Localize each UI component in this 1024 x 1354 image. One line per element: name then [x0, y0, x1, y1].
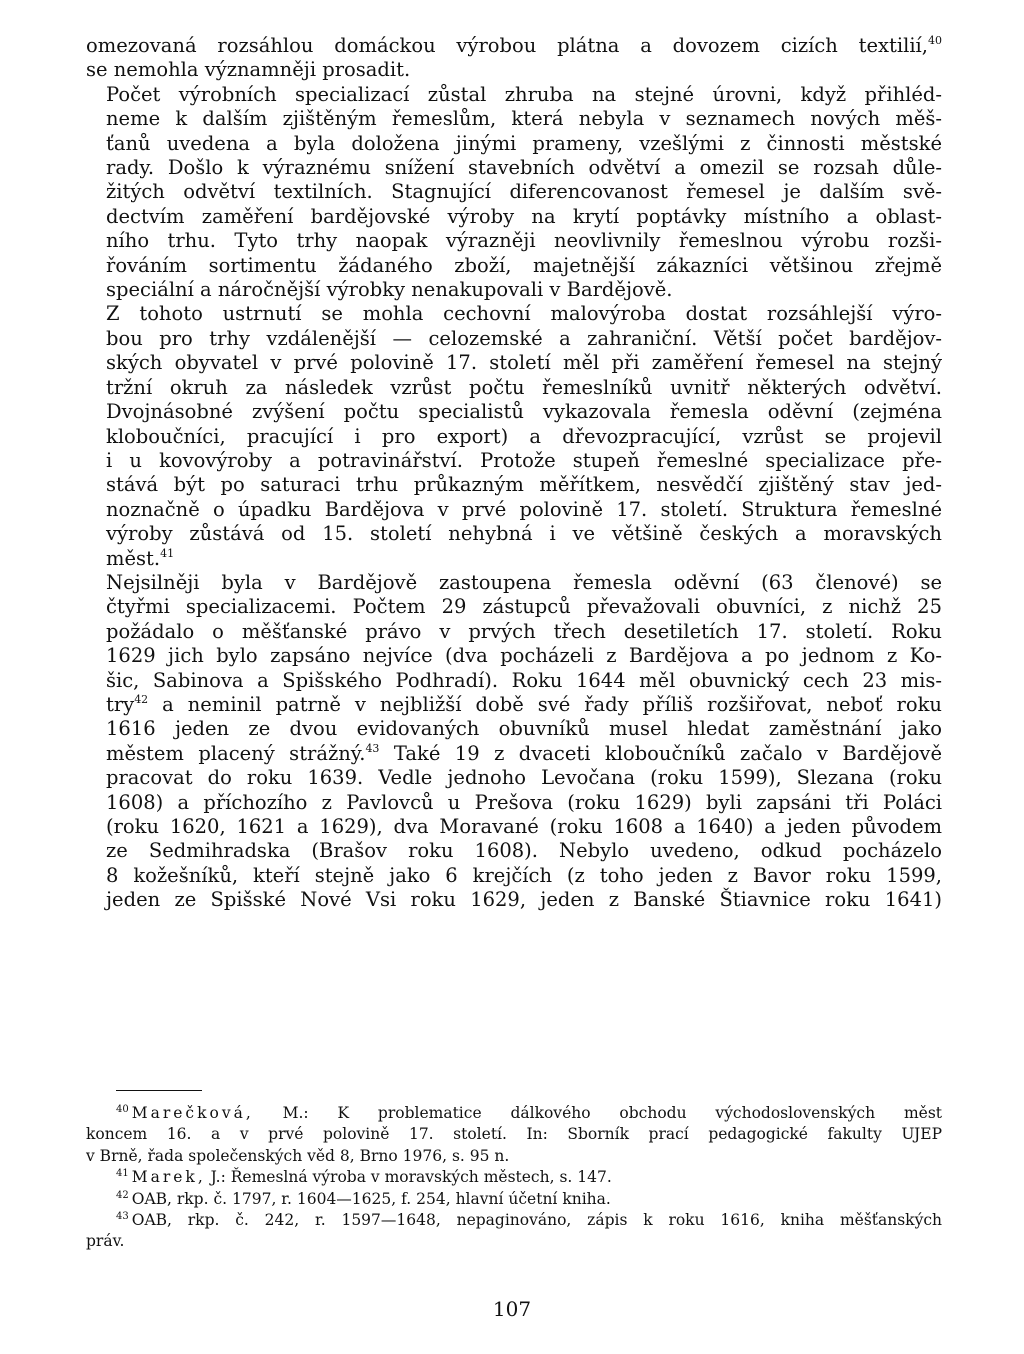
paragraph-4: [86, 571, 942, 913]
text-line: pracovat do roku 1639. Vedle jednoho Levočana (roku 1599), Slezana (roku: [106, 766, 942, 790]
footnote-line: $^{43}$ OAB, rkp. č. 242, r. 1597—1648, nepaginováno, zápis k roku 1616, kniha měšťanských: [116, 1211, 942, 1230]
main-text: [86, 34, 942, 913]
text-line: řováním sortimentu žádaného zboží, majetnější zákazníci většinou zřejmě: [106, 253, 942, 277]
text-line: tržní okruh za následek vzrůst počtu řemeslníků uvnitř některých odvětví.: [106, 375, 942, 399]
text-line: omezovaná rozsáhlou domáckou výrobou plátna a dovozem cizích textilií,$^{40}$: [86, 34, 942, 57]
text-line: rady. Došlo k výraznému snížení stavebních odvětví a omezil se rozsah důle-: [106, 156, 942, 180]
text-line: jeden ze Spišské Nové Vsi roku 1629, jeden z Banské Štiavnice roku 1641): [106, 888, 942, 912]
footnote-43: [86, 1210, 942, 1253]
text-line: Dvojnásobné zvýšení počtu specialistů vykazovala řemesla oděvní (zejména: [106, 400, 942, 424]
paragraph-3: [86, 302, 942, 570]
text-line: čtyřmi specializacemi. Počtem 29 zástupců převažovali obuvníci, z nichž 25: [106, 595, 942, 619]
footnote-separator: [116, 1090, 202, 1091]
text-line: Z tohoto ustrnutí se mohla cechovní malovýroba dostat rozsáhlejší výro-: [106, 302, 942, 326]
text-line: žitých odvětví textilních. Stagnující diferencovanost řemesel je dalším svě-: [106, 180, 942, 204]
text-line: ního trhu. Tyto trhy naopak výrazněji neovlivnily řemeslnou výrobu rozši-: [106, 229, 942, 253]
text-line: ťanů uvedena a byla doložena jinými prameny, vzešlými z činnosti městské: [106, 131, 942, 155]
footnote-number: 40: [116, 1104, 129, 1115]
footnote-number: 42: [116, 1189, 129, 1201]
text-line: šic, Sabinova a Spišského Podhradí). Roku 1644 měl obuvnický cech 23 mis-: [106, 668, 942, 692]
text-line: noznačně o úpadku Bardějova v prvé polovině 17. století. Struktura řemeslné: [106, 497, 942, 521]
text-line: se nemohla významněji prosadit.: [86, 58, 411, 82]
footnote-ref-43[interactable]: 43: [365, 741, 380, 755]
text-line: speciální a náročnější výrobky nenakupovali v Bardějově.: [106, 278, 673, 302]
text-line: výroby zůstává od 15. století nehybná i ve většině českých a moravských: [106, 522, 942, 546]
text-line: bou pro trhy vzdálenější — celozemské a zahraniční. Větší počet bardějov-: [106, 326, 942, 350]
text-line: dectvím zaměření bardějovské výroby na krytí poptávky místního a oblast-: [106, 204, 942, 228]
footnote-number: 41: [116, 1168, 129, 1180]
footnote-line: $^{40}$ Marečková, M.: K problematice dálkového obchodu východoslovenských měst: [116, 1104, 942, 1122]
paragraph-2: [86, 83, 942, 303]
text-line: 8 kožešníků, kteří stejně jako 6 krejčích (z toho jeden z Bavor roku 1599,: [106, 863, 942, 887]
paragraph-1: [86, 34, 942, 83]
text-line: Počet výrobních specializací zůstal zhruba na stejné úrovni, když přihléd-: [106, 82, 942, 106]
text-line: stává být po saturaci trhu průkazným měřítkem, nesvědčí zjištěný stav jed-: [106, 473, 942, 497]
footnotes: [86, 1103, 942, 1253]
footnote-author: Marek,: [131, 1168, 206, 1187]
text-line: Nejsilněji byla v Bardějově zastoupena řemesla oděvní (63 členové) se: [106, 570, 942, 594]
text-line: 1608) a příchozího z Pavlovců u Prešova (roku 1629) byli zapsáni tři Poláci: [106, 790, 942, 814]
footnote-42: [86, 1189, 942, 1210]
text-line: městem placený strážný.$^{43}$ Také 19 z dvaceti kloboučníků začalo v Bardějově: [106, 741, 942, 765]
footnote-line: $^{41}$ Marek, J.: Řemeslná výroba v moravských městech, s. 147.: [116, 1168, 612, 1187]
footnote-line: $^{42}$ OAB, rkp. č. 1797, r. 1604—1625, f. 254, hlavní účetní kniha.: [116, 1189, 611, 1208]
footnote-40: [86, 1103, 942, 1167]
footnote-line: v Brně, řada společenských věd 8, Brno 1976, s. 95 n.: [86, 1146, 510, 1165]
text-line: neme k dalším zjištěným řemeslům, která nebyla v seznamech nových měš-: [106, 107, 942, 131]
page-number: 107: [492, 1297, 532, 1321]
footnote-41: [86, 1167, 942, 1188]
footnote-author: Marečková,: [131, 1104, 254, 1122]
footnote-ref-41[interactable]: 41: [160, 546, 175, 560]
text-line: měst.$^{41}$: [106, 546, 175, 570]
text-line: požádalo o měšťanské právo v prvých třech desetiletích 17. století. Roku: [106, 619, 942, 643]
footnote-line: práv.: [86, 1232, 125, 1251]
text-line: ze Sedmihradska (Brašov roku 1608). Nebylo uvedeno, odkud pocházelo: [106, 839, 942, 863]
footnote-ref-42[interactable]: 42: [134, 692, 149, 706]
footnote-line: koncem 16. a v prvé polovině 17. století. In: Sborník prací pedagogické fakulty UJEP: [86, 1125, 942, 1144]
text-line: ských obyvatel v prvé polovině 17. století měl při zaměření řemesel na stejný: [106, 351, 942, 375]
text-line: 1629 jich bylo zapsáno nejvíce (dva pocházeli z Bardějova a po jednom z Ko-: [106, 644, 942, 668]
text-line: 1616 jeden ze dvou evidovaných obuvníků musel hledat zaměstnání jako: [106, 717, 942, 741]
footnote-ref-40[interactable]: 40: [928, 34, 942, 47]
text-line: (roku 1620, 1621 a 1629), dva Moravané (roku 1608 a 1640) a jeden původem: [106, 815, 942, 838]
text-line: try$^{42}$ a neminil patrně v nejbližší době své řady příliš rozšiřovat, neboť roku: [106, 692, 942, 716]
footnote-number: 43: [116, 1211, 129, 1223]
text-line: i u kovovýroby a potravinářství. Protože stupeň řemeslné specializace pře-: [106, 448, 942, 472]
text-line: kloboučníci, pracující i pro export) a dřevozpracující, vzrůst se projevil: [106, 424, 942, 448]
